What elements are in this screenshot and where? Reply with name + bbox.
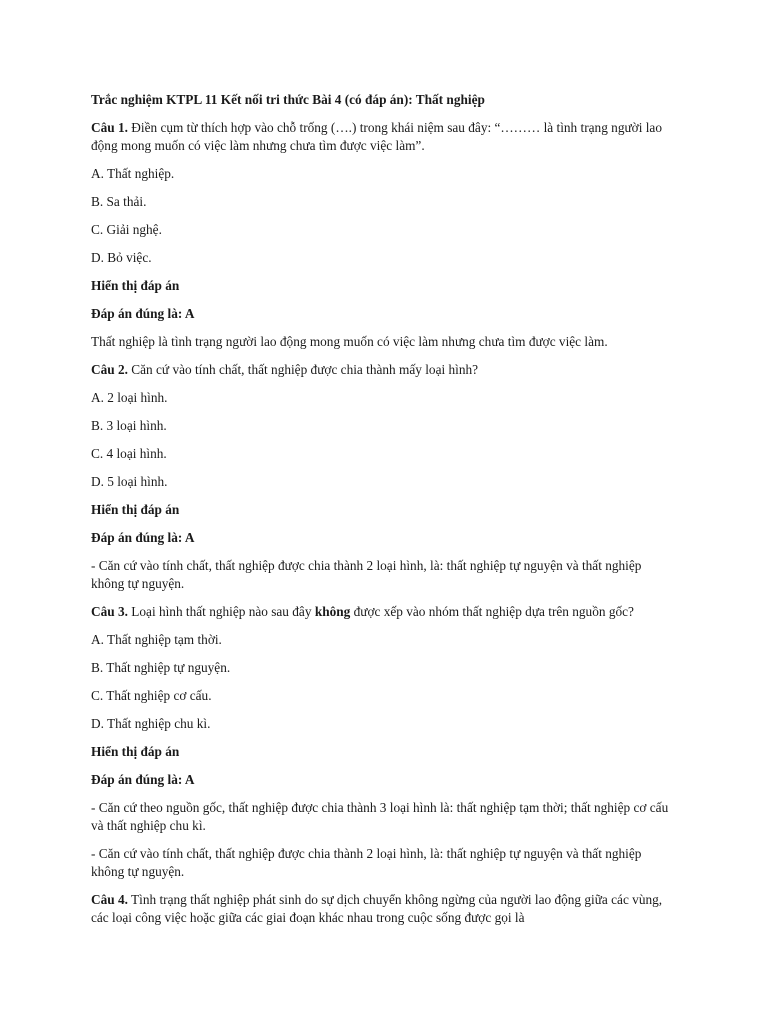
question-1 [91,119,676,155]
option-a: A. 2 loại hình. [91,390,168,405]
question-number: Câu 1. [91,120,128,135]
question-number: Câu 3. [91,604,128,619]
option-a: A. Thất nghiệp. [91,166,175,181]
option-b: B. Sa thải. [91,194,147,209]
document-title: Trắc nghiệm KTPL 11 Kết nối tri thức Bài 4 (có đáp án): Thất nghiệp [91,92,485,107]
option-b: B. 3 loại hình. [91,418,167,433]
question-text-after: được xếp vào nhóm thất nghiệp dựa trên nguồn gốc? [350,604,634,619]
question-number: Câu 4. [91,892,128,907]
explanation: Thất nghiệp là tình trạng người lao động mong muốn có việc làm nhưng chưa tìm được việc làm. [91,334,608,349]
correct-answer: Đáp án đúng là: A [91,772,195,787]
explanation: - Căn cứ theo nguồn gốc, thất nghiệp được chia thành 3 loại hình là: thất nghiệp tạm thời; thất nghiệp cơ cấu và thất nghiệp chu kì. [91,800,669,833]
option-d: D. Bỏ việc. [91,250,152,265]
correct-answer: Đáp án đúng là: A [91,306,195,321]
show-answer-link[interactable]: Hiển thị đáp án [91,278,180,293]
question-text: Tình trạng thất nghiệp phát sinh do sự dịch chuyển không ngừng của người lao động giữa các vùng, các loại công việc hoặc giữa các giai đoạn khác nhau trong cuộc sống được gọi là [91,892,663,925]
option-c: C. 4 loại hình. [91,446,167,461]
question-3 [91,603,676,621]
question-text-before: Loại hình thất nghiệp nào sau đây [127,604,315,619]
question-number: Câu 2. [91,362,128,377]
explanation: - Căn cứ vào tính chất, thất nghiệp được chia thành 2 loại hình, là: thất nghiệp tự nguyện và thất nghiệp không tự nguyện. [91,846,642,879]
question-text: Điền cụm từ thích hợp vào chỗ trống (….) trong khái niệm sau đây: “……… là tình trạng người lao động mong muốn có việc làm nhưng chưa tìm được việc làm”. [91,120,662,153]
question-2 [91,361,676,379]
question-4 [91,891,676,927]
question-text: Căn cứ vào tính chất, thất nghiệp được chia thành mấy loại hình? [127,362,479,377]
show-answer-link[interactable]: Hiển thị đáp án [91,502,180,517]
option-b: B. Thất nghiệp tự nguyện. [91,660,231,675]
correct-answer: Đáp án đúng là: A [91,530,195,545]
option-a: A. Thất nghiệp tạm thời. [91,632,222,647]
option-c: C. Thất nghiệp cơ cấu. [91,688,212,703]
question-text-emphasis: không [314,604,351,619]
show-answer-link[interactable]: Hiển thị đáp án [91,744,180,759]
explanation: - Căn cứ vào tính chất, thất nghiệp được chia thành 2 loại hình, là: thất nghiệp tự nguyện và thất nghiệp không tự nguyện. [91,558,642,591]
option-d: D. Thất nghiệp chu kì. [91,716,211,731]
option-d: D. 5 loại hình. [91,474,168,489]
option-c: C. Giải nghệ. [91,222,162,237]
